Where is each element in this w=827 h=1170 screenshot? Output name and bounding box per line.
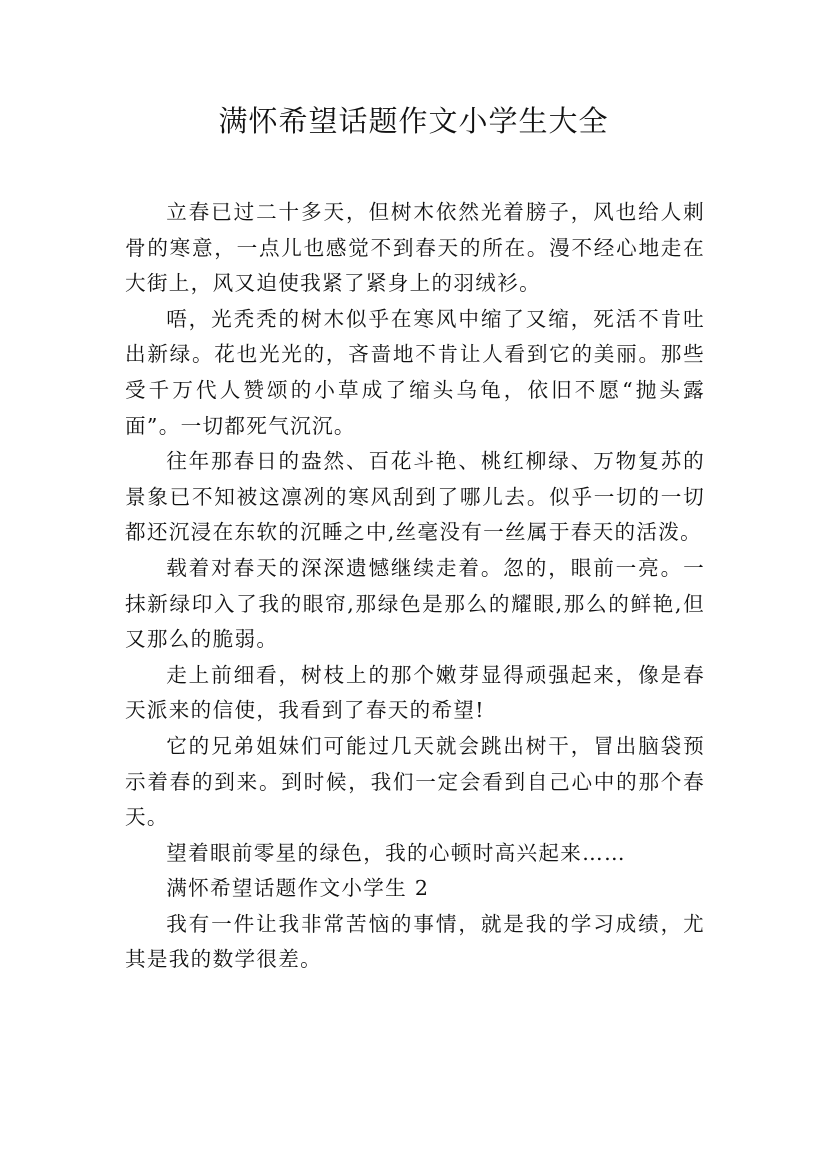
document-body (125, 195, 705, 978)
paragraph-6: 它的兄弟姐妹们可能过几天就会跳出树干，冒出脑袋预示着春的到来。到时候，我们一定会看到自己心中的那个春天。 (125, 733, 705, 830)
paragraph-5: 走上前细看，树枝上的那个嫩芽显得顽强起来，像是春天派来的信使，我看到了春天的希望! (125, 662, 705, 723)
paragraph-7: 望着眼前零星的绿色，我的心顿时高兴起来…… (166, 840, 626, 865)
paragraph-1: 立春已过二十多天，但树木依然光着膀子，风也给人刺骨的寒意，一点儿也感觉不到春天的所在。漫不经心地走在大街上，风又迫使我紧了紧身上的羽绒衫。 (125, 200, 705, 296)
paragraph-2: 唔，光秃秃的树木似乎在寒风中缩了又缩，死活不肯吐出新绿。花也光光的，吝啬地不肯让人看到它的美丽。那些受千万代人赞颂的小草成了缩头乌龟，依旧不愿“抛头露面”。一切都死气沉沉。 (125, 306, 705, 438)
paragraph-3: 往年那春日的盎然、百花斗艳、桃红柳绿、万物复苏的景象已不知被这凛冽的寒风刮到了哪儿去。似乎一切的一切都还沉浸在东软的沉睡之中,丝毫没有一丝属于春天的活泼。 (125, 449, 705, 545)
section-heading-2: 满怀希望话题作文小学生 2 (166, 876, 430, 901)
paragraph-8: 我有一件让我非常苦恼的事情，就是我的学习成绩，尤其是我的数学很差。 (125, 911, 705, 972)
paragraph-4: 载着对春天的深深遗憾继续走着。忽的，眼前一亮。一抹新绿印入了我的眼帘,那绿色是那么的耀眼,那么的鲜艳,但又那么的脆弱。 (125, 555, 705, 652)
document-title: 满怀希望话题作文小学生大全 (218, 104, 609, 138)
